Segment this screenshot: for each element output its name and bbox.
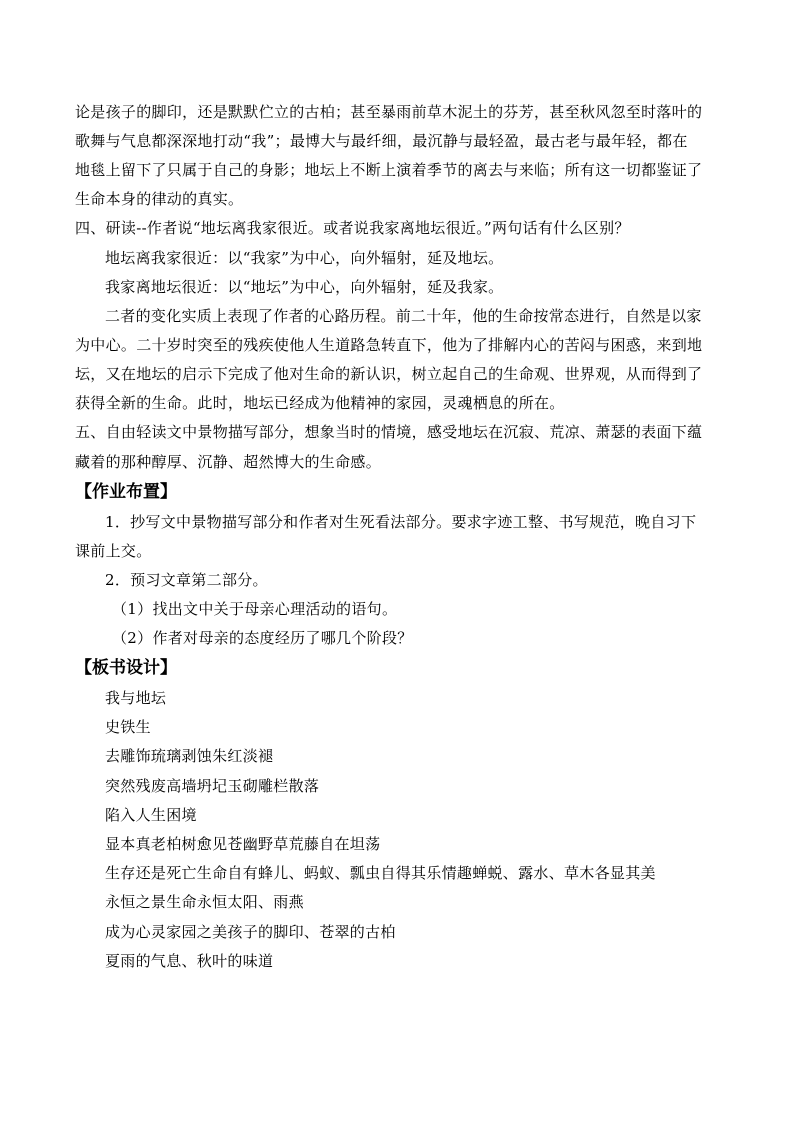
board-line: 永恒之景生命永恒太阳、雨燕 <box>105 893 304 911</box>
answer-paragraph-line: 获得全新的生命。此时，地坛已经成为他精神的家园，灵魂栖息的所在。 <box>75 394 565 412</box>
answer-paragraph-line: 二者的变化实质上表现了作者的心路历程。前二十年，他的生命按常态进行，自然是以家 <box>105 307 702 325</box>
question-five: 藏着的那种醇厚、沉静、超然博大的生命感。 <box>75 453 382 471</box>
body-text-line: 歌舞与气息都深深地打动“我”；最博大与最纤细，最沉静与最轻盈，最古老与最年轻，都在 <box>75 132 688 150</box>
board-line: 史铁生 <box>105 718 151 736</box>
board-line: 我与地坛 <box>105 689 167 707</box>
body-text-line: 生命本身的律动的真实。 <box>75 190 244 208</box>
question-four: 四、研读--作者说“地坛离我家很近。或者说我家离地坛很近。”两句话有什么区别？ <box>75 219 630 237</box>
board-line: 显本真老柏树愈见苍幽野草荒藤自在坦荡 <box>105 835 381 853</box>
homework-heading: 【作业布置】 <box>75 482 177 502</box>
board-line: 突然残废高墙坍圮玉砌雕栏散落 <box>105 777 320 795</box>
answer-line: 我家离地坛很近：以“地坛”为中心，向外辐射，延及我家。 <box>105 278 504 296</box>
board-line: 生存还是死亡生命自有蜂儿、蚂蚁、瓢虫自得其乐情趣蝉蜕、露水、草木各显其美 <box>105 864 656 882</box>
board-line: 夏雨的气息、秋叶的味道 <box>105 952 274 970</box>
homework-item: 1．抄写文中景物描写部分和作者对生死看法部分。要求字迹工整、书写规范，晚自习下 <box>105 513 697 531</box>
homework-item: 课前上交。 <box>75 542 152 560</box>
homework-subitem: （1）找出文中关于母亲心理活动的语句。 <box>112 600 398 618</box>
board-line: 去雕饰琉璃剥蚀朱红淡褪 <box>105 747 274 765</box>
answer-line: 地坛离我家很近：以“我家”为中心，向外辐射，延及地坛。 <box>105 249 504 267</box>
body-text-line: 论是孩子的脚印，还是默默伫立的古柏；甚至暴雨前草木泥土的芬芳，甚至秋风忽至时落叶的 <box>75 103 703 121</box>
answer-paragraph-line: 为中心。二十岁时突至的残疾使他人生道路急转直下，他为了排解内心的苦闷与困惑，来到地 <box>75 336 703 354</box>
board-design-heading: 【板书设计】 <box>75 658 177 678</box>
homework-subitem: （2）作者对母亲的态度经历了哪几个阶段？ <box>112 629 413 647</box>
board-line: 成为心灵家园之美孩子的脚印、苍翠的古柏 <box>105 923 396 941</box>
answer-paragraph-line: 坛，又在地坛的启示下完成了他对生命的新认识，树立起自己的生命观、世界观，从而得到了 <box>75 365 703 383</box>
body-text-line: 地毯上留下了只属于自己的身影；地坛上不断上演着季节的离去与来临；所有这一切都鉴证了 <box>75 161 703 179</box>
board-line: 陷入人生困境 <box>105 806 197 824</box>
question-five: 五、自由轻读文中景物描写部分，想象当时的情境，感受地坛在沉寂、荒凉、萧瑟的表面下蕴 <box>75 423 703 441</box>
homework-item: 2．预习文章第二部分。 <box>105 571 268 589</box>
